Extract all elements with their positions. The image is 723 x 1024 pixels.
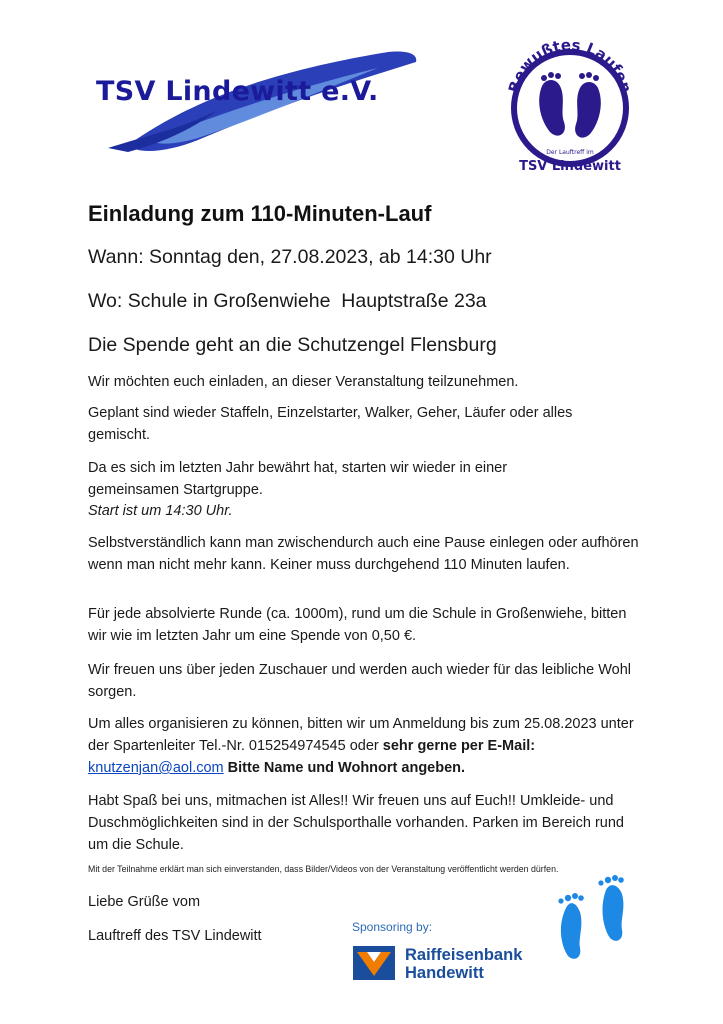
bank-name-line2: Handewitt bbox=[405, 964, 484, 982]
event-when: Wann: Sonntag den, 27.08.2023, ab 14:30 Uhr bbox=[88, 246, 492, 268]
running-group-badge bbox=[496, 28, 644, 176]
event-where: Wo: Schule in Großenwiehe Hauptstraße 23a bbox=[88, 290, 487, 312]
event-donation: Die Spende geht an die Schutzengel Flensburg bbox=[88, 334, 497, 356]
registration-email-prompt: sehr gerne per E-Mail: bbox=[382, 738, 536, 754]
registration-request: Bitte Name und Wohnort angeben. bbox=[227, 760, 466, 776]
email-link[interactable]: knutzenjan@aol.com bbox=[88, 760, 224, 776]
closing-greeting: Liebe Grüße vom bbox=[88, 894, 201, 910]
club-logo bbox=[88, 40, 428, 160]
paragraph-startgroup: Da es sich im letzten Jahr bewährt hat, starten wir wieder in einer gemeinsamen Startgruppe. bbox=[88, 460, 508, 498]
registration-text: Um alles organisieren zu können, bitten wir um Anmeldung bis zum 25.08.2023 unter der Spartenleiter Tel.-Nr. 015254974545 oder bbox=[88, 716, 634, 754]
paragraph-closing-info: Habt Spaß bei uns, mitmachen ist Alles!! Wir freuen uns auf Euch!! Umkleide- und Duschmöglichkeiten sind in der Schulsporthalle vorhanden. Parken im Bereich rund um die Schule. bbox=[88, 793, 624, 853]
bank-name-line1: Raiffeisenbank bbox=[405, 946, 523, 964]
paragraph-invite: Wir möchten euch einladen, an dieser Veranstaltung teilzunehmen. bbox=[88, 374, 519, 390]
badge-small-text: Der Lauftreff im bbox=[546, 149, 594, 156]
paragraph-plan: Geplant sind wieder Staffeln, Einzelstarter, Walker, Geher, Läufer oder alles gemischt. bbox=[88, 405, 573, 443]
club-name: TSV Lindewitt e.V. bbox=[96, 76, 379, 107]
photo-disclaimer: Mit der Teilnahme erklärt man sich einverstanden, dass Bilder/Videos von der Veranstaltung veröffentlicht werden dürfen. bbox=[88, 864, 559, 874]
badge-top-text: Bewußtes Laufen bbox=[504, 35, 636, 95]
badge-emblem bbox=[496, 28, 644, 176]
sponsor-label: Sponsoring by: bbox=[352, 920, 433, 934]
start-time-note: Start ist um 14:30 Uhr. bbox=[88, 503, 233, 519]
paragraph-registration bbox=[88, 713, 648, 779]
closing-signature: Lauftreff des TSV Lindewitt bbox=[88, 928, 262, 944]
svg-text:Bewußtes Laufen bbox=[505, 36, 635, 95]
bank-logo bbox=[353, 946, 523, 982]
footprints-icon bbox=[548, 868, 638, 964]
paragraph-donation-lap: Für jede absolvierte Runde (ca. 1000m), rund um die Schule in Großenwiehe, bitten wir wie im letzten Jahr um eine Spende von 0,50 €. bbox=[88, 606, 627, 644]
paragraph-spectators: Wir freuen uns über jeden Zuschauer und werden auch wieder für das leibliche Wohl sorgen. bbox=[88, 662, 631, 700]
paragraph-pause: Selbstverständlich kann man zwischendurch auch eine Pause einlegen oder aufhören wenn man nicht mehr kann. Keiner muss durchgehend 110 Minuten laufen. bbox=[88, 535, 639, 573]
invitation-title: Einladung zum 110-Minuten-Lauf bbox=[88, 201, 432, 226]
bank-emblem-icon bbox=[353, 946, 395, 980]
badge-bottom-text: TSV Lindewitt bbox=[519, 159, 621, 174]
